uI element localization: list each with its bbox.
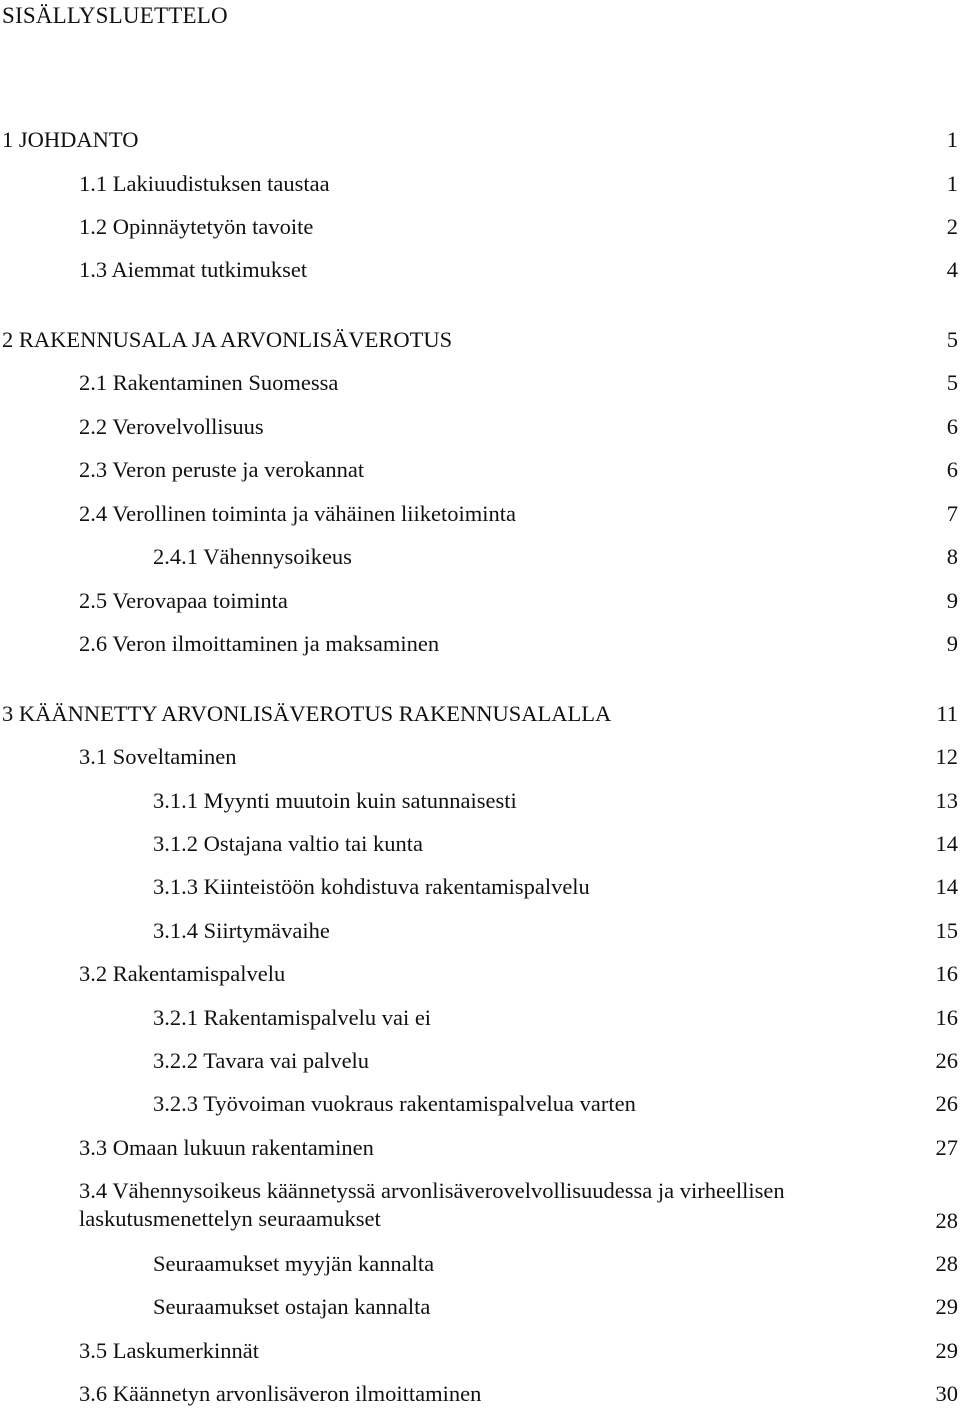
toc-entry-label: 2.6 Veron ilmoittaminen ja maksaminen [79,631,440,656]
toc-entry-page: 2 [946,214,958,239]
toc-entry-page: 12 [935,744,958,769]
toc-entry-page: 16 [935,961,958,986]
toc-entry-label: 3.2.1 Rakentamispalvelu vai ei [153,1005,432,1030]
toc-entry-page: 9 [946,631,958,656]
toc-entry-page: 16 [935,1005,958,1030]
page-title: SISÄLLYSLUETTELO [2,3,228,28]
toc-entry-page: 7 [946,501,958,526]
toc-entry-label: 3.4 Vähennysoikeus käännetyssä arvonlisäverovelvollisuudessa ja virheellisen laskutusmenettelyn seuraamukset [79,1178,785,1231]
toc-entry-page: 27 [935,1135,958,1160]
toc-entry-page: 1 [946,127,958,152]
toc-entry-page: 30 [935,1381,958,1406]
toc-entry-page: 26 [935,1048,958,1073]
toc-entry-page: 6 [946,457,958,482]
toc-entry-label: 3.2 Rakentamispalvelu [79,961,286,986]
toc-entry-label: 1.2 Opinnäytetyön tavoite [79,214,314,239]
toc-entry-page: 28 [935,1208,958,1233]
toc-entry-label: 3 KÄÄNNETTY ARVONLISÄVEROTUS RAKENNUSALALLA [2,701,612,726]
toc-entry-label: 2.2 Verovelvollisuus [79,414,264,439]
toc-entry [0,1177,958,1237]
toc-entry-label: 2.5 Verovapaa toiminta [79,588,288,613]
toc-entry-label: 3.5 Laskumerkinnät [79,1338,259,1363]
toc-entry-page: 4 [946,257,958,282]
toc-entry-page: 9 [946,588,958,613]
toc-entry-label: 3.1.3 Kiinteistöön kohdistuva rakentamispalvelu [153,874,590,899]
toc-entry-label: 2 RAKENNUSALA JA ARVONLISÄVEROTUS [2,327,453,352]
toc-entry-label: 1.3 Aiemmat tutkimukset [79,257,308,282]
toc-entry-page: 5 [946,370,958,395]
toc-entry-page: 8 [946,544,958,569]
toc-entry-label: 3.2.3 Työvoiman vuokraus rakentamispalvelua varten [153,1091,636,1116]
toc-entry-page: 14 [935,874,958,899]
toc-entry-page: 13 [935,788,958,813]
toc-entry-label: 3.6 Käännetyn arvonlisäveron ilmoittaminen [79,1381,482,1406]
toc-entry-page: 29 [935,1338,958,1363]
toc-entry-label: 3.1 Soveltaminen [79,744,237,769]
toc-entry-label: 3.1.4 Siirtymävaihe [153,918,330,943]
toc-entry-page: 6 [946,414,958,439]
toc-entry-label: 3.1.1 Myynti muutoin kuin satunnaisesti [153,788,517,813]
toc-entry-page: 1 [946,171,958,196]
toc-entry-page: 5 [946,327,958,352]
toc-entry-page: 14 [935,831,958,856]
toc-entry-page: 11 [936,701,958,726]
toc-entry-page: 26 [935,1091,958,1116]
toc-entry-page: 28 [935,1251,958,1276]
toc-entry-label: 1.1 Lakiuudistuksen taustaa [79,171,330,196]
toc-entry-label: 2.1 Rakentaminen Suomessa [79,370,339,395]
toc-entry-label: 1 JOHDANTO [2,127,139,152]
toc-entry-label: 2.4.1 Vähennysoikeus [153,544,352,569]
toc-entry-label: Seuraamukset ostajan kannalta [153,1294,431,1319]
toc-entry-label: 3.1.2 Ostajana valtio tai kunta [153,831,423,856]
toc-entry-label: 3.2.2 Tavara vai palvelu [153,1048,370,1073]
toc-entry-page: 29 [935,1294,958,1319]
toc-entry-label: 3.3 Omaan lukuun rakentaminen [79,1135,374,1160]
toc-entry-label: 2.3 Veron peruste ja verokannat [79,457,365,482]
toc-entry-label: Seuraamukset myyjän kannalta [153,1251,435,1276]
toc-entry-label: 2.4 Verollinen toiminta ja vähäinen liiketoiminta [79,501,516,526]
toc-entry-page: 15 [935,918,958,943]
